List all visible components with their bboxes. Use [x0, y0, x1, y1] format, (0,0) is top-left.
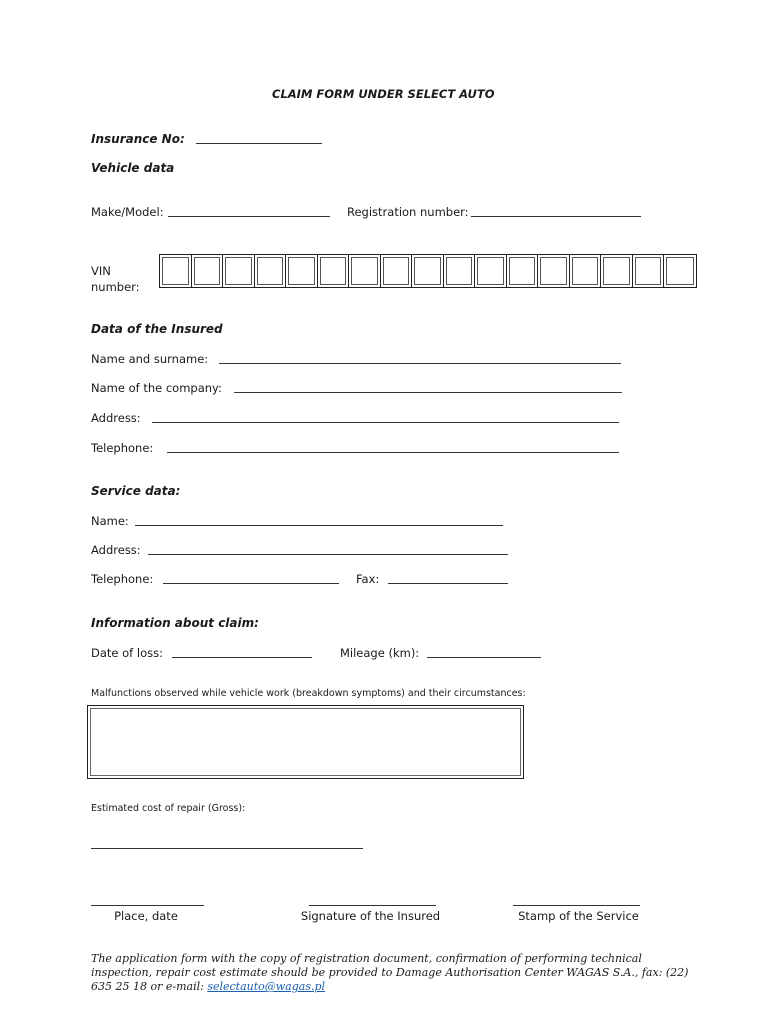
vin-cell[interactable] [223, 255, 255, 287]
vin-cell-inner [162, 257, 189, 285]
vin-cell[interactable] [633, 255, 665, 287]
service-name-label: Name: [91, 514, 129, 528]
vin-cell-inner [509, 257, 536, 285]
make-model-field[interactable] [168, 216, 330, 217]
service-telephone-field[interactable] [163, 583, 339, 584]
vin-cell-inner [572, 257, 599, 285]
malfunctions-textbox[interactable] [87, 705, 524, 779]
vin-cell[interactable] [192, 255, 224, 287]
vin-cell[interactable] [318, 255, 350, 287]
insured-address-field[interactable] [152, 422, 619, 423]
service-fax-field[interactable] [388, 583, 508, 584]
make-model-label: Make/Model: [91, 205, 164, 219]
vin-cell-inner [414, 257, 441, 285]
vin-cell[interactable] [507, 255, 539, 287]
service-address-label: Address: [91, 543, 141, 557]
date-of-loss-label: Date of loss: [91, 646, 163, 660]
vin-cell-inner [603, 257, 630, 285]
stamp-label: Stamp of the Service [518, 909, 639, 923]
service-data-heading: Service data: [91, 484, 181, 498]
vin-cell-inner [540, 257, 567, 285]
vin-cell-inner [257, 257, 284, 285]
insured-telephone-label: Telephone: [91, 441, 154, 455]
company-name-label: Name of the company: [91, 381, 222, 395]
vin-cell-inner [288, 257, 315, 285]
vin-cell[interactable] [538, 255, 570, 287]
footer-note [91, 952, 691, 994]
vin-cell-inner [194, 257, 221, 285]
service-telephone-label: Telephone: [91, 572, 154, 586]
signature-field[interactable] [309, 905, 436, 906]
claim-info-heading: Information about claim: [91, 616, 259, 630]
vin-cell-inner [225, 257, 252, 285]
service-name-field[interactable] [135, 525, 503, 526]
place-date-field[interactable] [91, 905, 204, 906]
name-surname-field[interactable] [219, 363, 621, 364]
place-date-label: Place, date [114, 909, 178, 923]
vin-label [91, 263, 140, 295]
vin-cell-inner [477, 257, 504, 285]
form-title: CLAIM FORM UNDER SELECT AUTO [272, 87, 495, 101]
vehicle-data-heading: Vehicle data [91, 161, 175, 175]
vin-cell-inner [666, 257, 694, 285]
vin-cell-inner [446, 257, 473, 285]
vin-cell[interactable] [475, 255, 507, 287]
vin-cell[interactable] [286, 255, 318, 287]
stamp-field[interactable] [513, 905, 640, 906]
vin-cell-inner [635, 257, 662, 285]
vin-cell[interactable] [444, 255, 476, 287]
vin-label-line2: number: [91, 280, 140, 294]
estimated-cost-label: Estimated cost of repair (Gross): [91, 803, 246, 814]
footer-email-link[interactable]: selectauto@wagas.pl [207, 980, 326, 993]
vin-cell[interactable] [160, 255, 192, 287]
insured-address-label: Address: [91, 411, 141, 425]
company-name-field[interactable] [234, 392, 622, 393]
insurance-no-label: Insurance No: [91, 132, 185, 146]
insured-data-heading: Data of the Insured [91, 322, 223, 336]
insured-telephone-field[interactable] [167, 452, 619, 453]
date-of-loss-field[interactable] [172, 657, 312, 658]
footer-text: The application form with the copy of registration document, confirmation of performing technical inspection, repair cost estimate should be provided to Damage Authorisation Center WAGAS S.A., fax: (22) 635 25 18 or e-mail: [91, 952, 689, 993]
mileage-label: Mileage (km): [340, 646, 420, 660]
vin-cell-inner [383, 257, 410, 285]
registration-number-field[interactable] [471, 216, 641, 217]
vin-cell[interactable] [570, 255, 602, 287]
vin-cell-inner [351, 257, 378, 285]
vin-label-line1: VIN [91, 264, 111, 278]
estimated-cost-field[interactable] [91, 848, 363, 849]
vin-input-grid [159, 254, 697, 288]
vin-cell-inner [320, 257, 347, 285]
registration-number-label: Registration number: [347, 205, 469, 219]
name-surname-label: Name and surname: [91, 352, 209, 366]
insurance-no-field[interactable] [196, 143, 322, 144]
vin-cell[interactable] [601, 255, 633, 287]
vin-cell[interactable] [412, 255, 444, 287]
vin-cell[interactable] [664, 255, 696, 287]
mileage-field[interactable] [427, 657, 541, 658]
vin-cell[interactable] [255, 255, 287, 287]
signature-label: Signature of the Insured [300, 909, 441, 923]
vin-cell[interactable] [381, 255, 413, 287]
malfunctions-label: Malfunctions observed while vehicle work (breakdown symptoms) and their circumstances: [91, 688, 526, 699]
service-fax-label: Fax: [356, 572, 380, 586]
vin-cell[interactable] [349, 255, 381, 287]
service-address-field[interactable] [148, 554, 508, 555]
